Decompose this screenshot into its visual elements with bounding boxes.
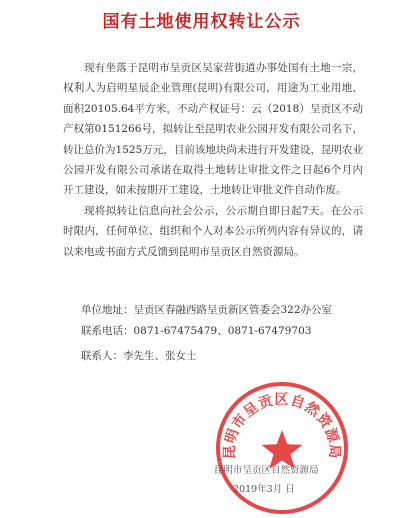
svg-text:昆明市呈贡区自然资源局: 昆明市呈贡区自然资源局 [221,392,343,460]
document-body [63,58,363,262]
paragraph-public-notice: 现将拟转让信息向社会公示，公示期自即日起7天。在公示时限内，任何单位、组织和个人对本公示所列内容有异议的，请以来电或书面方式反馈到昆明市呈贡区自然资源局。 [63,204,363,258]
contact-phone: 联系电话：0871-67475479、0871-67479703 [81,325,312,337]
contact-person: 联系人：李先生、张女士 [81,350,197,362]
official-seal [212,378,352,518]
document-title: 国有土地使用权转让公示 [102,12,301,32]
contact-address: 单位地址：呈贡区春融西路呈贡新区管委会322办公室 [81,304,333,316]
signature-date: 2019年3月 日 [233,484,295,495]
paragraph-transfer-details: 现有坐落于昆明市呈贡区吴家营街道办事处国有土地一宗，权利人为启明星辰企业管理(昆明)有限公司，用途为工业用地，面积20105.64平方米，不动产权证号：云（2018）呈贡区不动产权第0151266号，拟转让至昆明农业公园开发有限公司名下，转让总价为1525万元，目前该地块尚未进行开发建设，昆明农业公园开发有限公司承诺在取得土地转让审批文件之日起6个月内开工建设，如未按期开工建设，土地转让审批文件自动作废。 [63,62,363,197]
signature-issuer: 昆明市呈贡区自然资源局 [214,465,319,476]
